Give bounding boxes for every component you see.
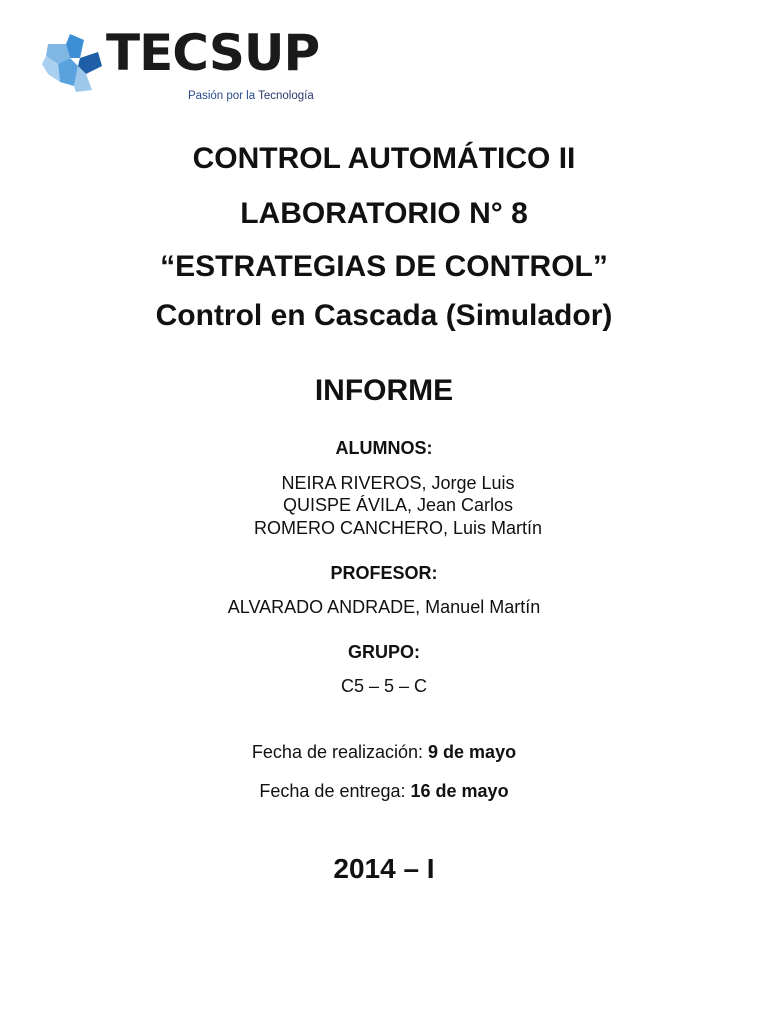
professor-label: PROFESOR: xyxy=(330,563,438,583)
student-name-2: QUISPE ÁVILA, Jean Carlos xyxy=(282,495,514,515)
students-label: ALUMNOS: xyxy=(335,438,433,458)
lab-subtitle: Control en Cascada (Simulador) xyxy=(155,299,613,332)
date-of-delivery: Fecha de entrega: 16 de mayo xyxy=(259,781,509,801)
date-of-completion: Fecha de realización: 9 de mayo xyxy=(251,742,517,762)
professor-name: ALVARADO ANDRADE, Manuel Martín xyxy=(227,597,541,617)
report-type: INFORME xyxy=(314,374,454,407)
lab-number: LABORATORIO N° 8 xyxy=(240,197,528,230)
tecsup-logo-tagline: Pasión por la Tecnología xyxy=(188,90,314,102)
student-name-3: ROMERO CANCHERO, Luis Martín xyxy=(253,518,543,538)
group-value: C5 – 5 – C xyxy=(340,676,428,696)
group-label: GRUPO: xyxy=(348,642,420,662)
tecsup-logo-icon xyxy=(40,30,110,100)
lab-topic: “ESTRATEGIAS DE CONTROL” xyxy=(160,250,608,283)
student-name-1: NEIRA RIVEROS, Jorge Luis xyxy=(281,473,515,493)
tecsup-logo xyxy=(40,24,330,110)
course-title: CONTROL AUTOMÁTICO II xyxy=(192,142,576,175)
academic-period: 2014 – I xyxy=(333,853,435,884)
tecsup-logo-wordmark: TECSUP xyxy=(106,24,320,82)
